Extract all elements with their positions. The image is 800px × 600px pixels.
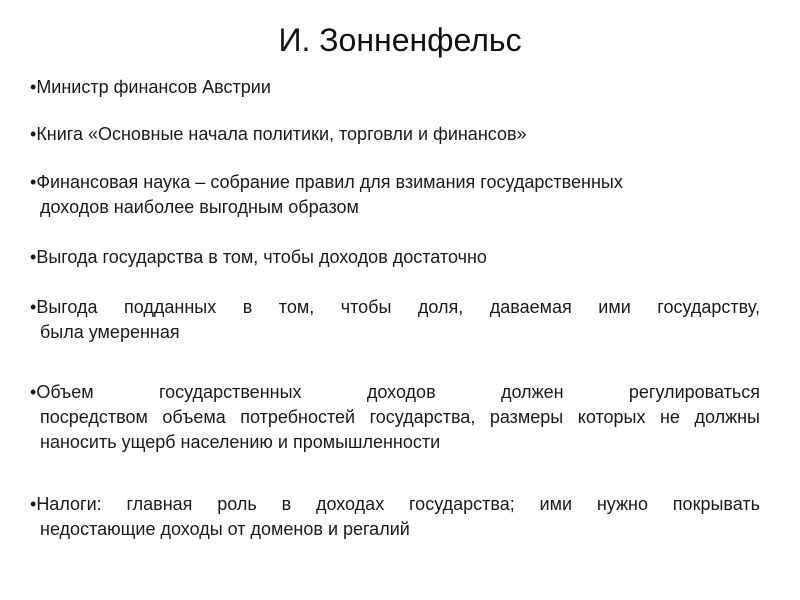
bullet-marker: • — [30, 382, 37, 402]
slide-title: И. Зонненфельс — [278, 22, 522, 58]
bullet-item — [30, 75, 760, 100]
bullet-text: Налоги: главная роль в доходах государства; ими нужно покрывать — [36, 494, 760, 514]
bullet-line — [30, 122, 760, 147]
bullet-line — [30, 295, 760, 320]
bullet-text: Объем государственных доходов должен регулироваться — [36, 382, 760, 402]
bullet-marker: • — [30, 172, 37, 192]
bullet-text: Финансовая наука – собрание правил для взимания государственных — [36, 172, 623, 192]
bullet-item — [30, 245, 760, 270]
bullet-text: Выгода государства в том, чтобы доходов достаточно — [36, 247, 487, 267]
bullet-marker: • — [30, 247, 37, 267]
bullet-marker: • — [30, 77, 37, 97]
bullet-line — [30, 170, 760, 195]
bullet-line — [30, 245, 760, 270]
bullet-continuation: доходов наиболее выгодным образом — [40, 197, 359, 217]
bullet-line — [30, 492, 760, 517]
bullet-item — [30, 122, 760, 147]
bullet-item — [30, 295, 760, 345]
bullet-text: Министр финансов Австрии — [36, 77, 271, 97]
bullet-item — [30, 170, 760, 220]
bullet-continuation: была умеренная — [40, 322, 180, 342]
bullet-continuation: посредством объема потребностей государства, размеры которых не должны наносить ущерб населению и промышленности — [40, 407, 760, 452]
bullet-line — [30, 380, 760, 405]
bullet-marker: • — [30, 494, 37, 514]
bullet-line — [30, 75, 760, 100]
bullet-marker: • — [30, 124, 37, 144]
bullet-continuation: недостающие доходы от доменов и регалий — [40, 519, 410, 539]
bullet-text: Выгода подданных в том, чтобы доля, даваемая ими государству, — [36, 297, 760, 317]
bullet-marker: • — [30, 297, 37, 317]
bullet-item — [30, 492, 760, 542]
bullet-item — [30, 380, 760, 455]
bullet-text: Книга «Основные начала политики, торговли и финансов» — [36, 124, 527, 144]
